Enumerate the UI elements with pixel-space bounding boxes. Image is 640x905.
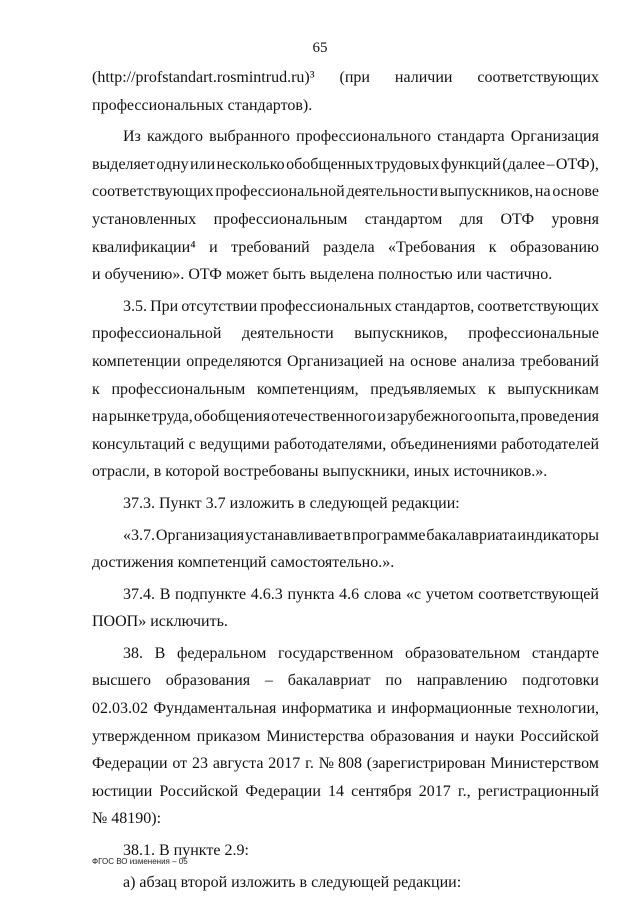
word: г., [457,782,471,800]
word: выделяет [92,155,155,173]
text-line [92,92,599,120]
paragraph [92,640,599,833]
word: Фундаментальная [153,700,277,718]
text-line [92,723,599,751]
word: Федерации [245,782,321,800]
word: образовательном [405,644,521,662]
text-line [92,320,599,348]
word: объединениями [390,435,497,453]
text-line [92,869,599,897]
word: предъявляемых [370,380,477,398]
word: ОТФ [500,210,535,228]
word: высшего [92,672,151,690]
word: бакалавриата [426,526,517,544]
word: а) абзац второй изложить в следующей редакции: [123,873,462,891]
word: стандартов, [394,297,475,315]
page-number: 65 [312,40,328,56]
word: работодателями, [274,435,387,453]
word: пункта [287,585,335,603]
word: Российской [159,782,239,800]
word: или [190,155,216,173]
word: установленных [92,210,197,228]
word: каждого [147,128,204,146]
word: утвержденном [92,727,191,745]
word: работодателей [501,435,599,453]
word: 2017 [268,755,301,773]
word: отрасли, в которой востребованы выпускники, иных источников.». [92,463,548,481]
word: опыта, [473,408,520,426]
word: 38. [123,644,143,662]
word: При [150,297,179,315]
word: программе [351,526,426,544]
word: – [264,672,273,690]
word: юстиции [92,782,153,800]
word: 14 [328,782,344,800]
word: подготовки [522,672,599,690]
paragraph [92,581,599,636]
word: по [385,672,402,690]
word: 38.1. В пункте 2.9: [123,842,249,860]
word: слова [363,585,402,603]
word: обобщения [193,408,271,426]
word: науки [475,727,515,745]
word: (http://profstandart.rosmintrud.ru)³ [92,69,315,86]
word: ОТФ), [555,155,599,173]
paragraph-gap [92,896,599,900]
word: информационные [391,700,512,718]
word: от [172,755,188,773]
word: для [459,210,484,228]
word: соответствующих [477,69,599,86]
text-line [92,667,599,695]
word: компетенциям, [256,380,359,398]
word: индикаторы [517,526,599,544]
word: учетом [425,585,474,603]
word: 37.3. Пункт 3.7 изложить в следующей редакции: [123,494,460,512]
word: сентября [351,782,412,800]
word: профессиональных стандартов). [92,96,313,114]
word: выпускников, [354,325,448,343]
paragraph [92,869,599,897]
word: соответствующих [477,297,599,315]
word: отечественного [271,408,377,426]
word: регистрационный [477,782,599,800]
word: рынке [108,408,151,426]
word: зарубежного [386,408,473,426]
word: Организация [510,128,599,146]
text-line [92,608,599,636]
word: соответствующих [92,183,214,201]
word: образованию [509,238,599,256]
word: и [377,408,386,426]
word: деятельности [346,183,439,201]
word: несколько [216,155,285,173]
word: профессиональным [213,210,348,228]
word: направлению [416,672,508,690]
word: и [460,727,470,745]
word: № 48190): [92,810,162,828]
text-line [92,151,599,179]
word: федеральном [176,644,267,662]
text-line [92,348,599,376]
word: технологии, [517,700,599,718]
word: 4.6 [339,585,360,603]
word: к [487,380,496,398]
text-line [92,490,599,518]
text-line [92,261,599,289]
text-line [92,64,599,92]
text-line [92,178,599,206]
word: профессиональных [260,297,392,315]
word: с [188,435,196,453]
word: к [92,380,100,398]
document-body [92,64,599,900]
text-line [92,123,599,151]
paragraph [92,293,599,486]
word: трудовых [375,155,440,173]
word: стандарта [437,128,505,146]
word: 37.4. [123,585,155,603]
word: труда, [151,408,193,426]
text-line [92,640,599,668]
paragraph [92,490,599,518]
text-line [92,431,599,459]
word: проведения [520,408,599,426]
word: квалификации⁴ [92,238,196,256]
word: «3.7. [123,526,155,544]
word: ведущими [199,435,270,453]
word: профессиональным [111,380,246,398]
paragraph [92,123,599,289]
word: профессиональной [215,183,345,201]
word: требований [520,352,599,370]
word: профессионального [296,128,432,146]
text-line [92,549,599,577]
text-line [92,695,599,723]
word: консультаций [92,435,185,453]
text-line [92,805,599,833]
word: уровня [551,210,599,228]
word: (при [339,69,370,86]
word: г. [305,755,314,773]
footer-note: ФГОС ВО изменения – 05 [92,857,188,866]
word: требований [231,238,310,256]
text-line [92,403,599,431]
word: к [488,238,497,256]
word: Российской [520,727,599,745]
word: Федерации [92,755,168,773]
text-line [92,293,599,321]
word: Организацией [287,352,384,370]
word: Из [123,128,141,146]
word: и [377,700,386,718]
word: Организация [155,526,245,544]
word: соответствующей [478,585,599,603]
word: государственном [278,644,394,662]
word: одну [156,155,189,173]
word: Министерством [490,755,599,773]
word: Министерства [266,727,365,745]
text-line [92,206,599,234]
word: выпускникам [507,380,599,398]
word: образования [165,672,251,690]
word: обобщенных [286,155,374,173]
word: анализа [462,352,515,370]
word: подпункте [175,585,247,603]
word: «с [406,585,422,603]
word: на [389,352,405,370]
word: на [534,183,551,201]
word: профессиональной [92,325,222,343]
word: «Требования [388,238,476,256]
text-line [92,778,599,806]
text-line [92,458,599,486]
word: выбранного [209,128,290,146]
word: стандарте [531,644,599,662]
word: образования [370,727,455,745]
word: устанавливает [245,526,343,544]
text-line [92,522,599,550]
word: и [209,238,218,256]
word: отсутствии [181,297,258,315]
word: деятельности [242,325,334,343]
word: В [159,585,171,603]
word: определяются [186,352,282,370]
word: В [154,644,166,662]
paragraph [92,522,599,577]
word: основе [552,183,599,201]
word: № 808 [318,755,362,773]
word: (далее [502,155,546,173]
word: ПООП» исключить. [92,613,228,631]
word: в [343,526,351,544]
word: 23 [192,755,208,773]
text-line [92,234,599,262]
word: выпускников, [439,183,534,201]
word: раздела [323,238,375,256]
word: стандартом [364,210,443,228]
word: функций [440,155,501,173]
word: 4.6.3 [250,585,283,603]
paragraph [92,64,599,119]
text-line [92,376,599,404]
word: компетенции [92,352,181,370]
word: 02.03.02 [92,700,148,718]
word: на [92,408,108,426]
word: достижения компетенций самостоятельно.». [92,554,395,572]
word: бакалавриат [287,672,371,690]
word: и обучению». ОТФ может быть выделена полностью или частично. [92,266,553,284]
word: августа [212,755,264,773]
word: (зарегистрирован [366,755,486,773]
text-line [92,750,599,778]
word: профессиональные [468,325,599,343]
word: приказом [196,727,261,745]
text-line [92,581,599,609]
word: наличии [394,69,453,86]
word: основе [410,352,457,370]
word: 3.5. [123,297,147,315]
word: – [546,155,555,173]
word: информатика [281,700,372,718]
word: 2017 [418,782,451,800]
